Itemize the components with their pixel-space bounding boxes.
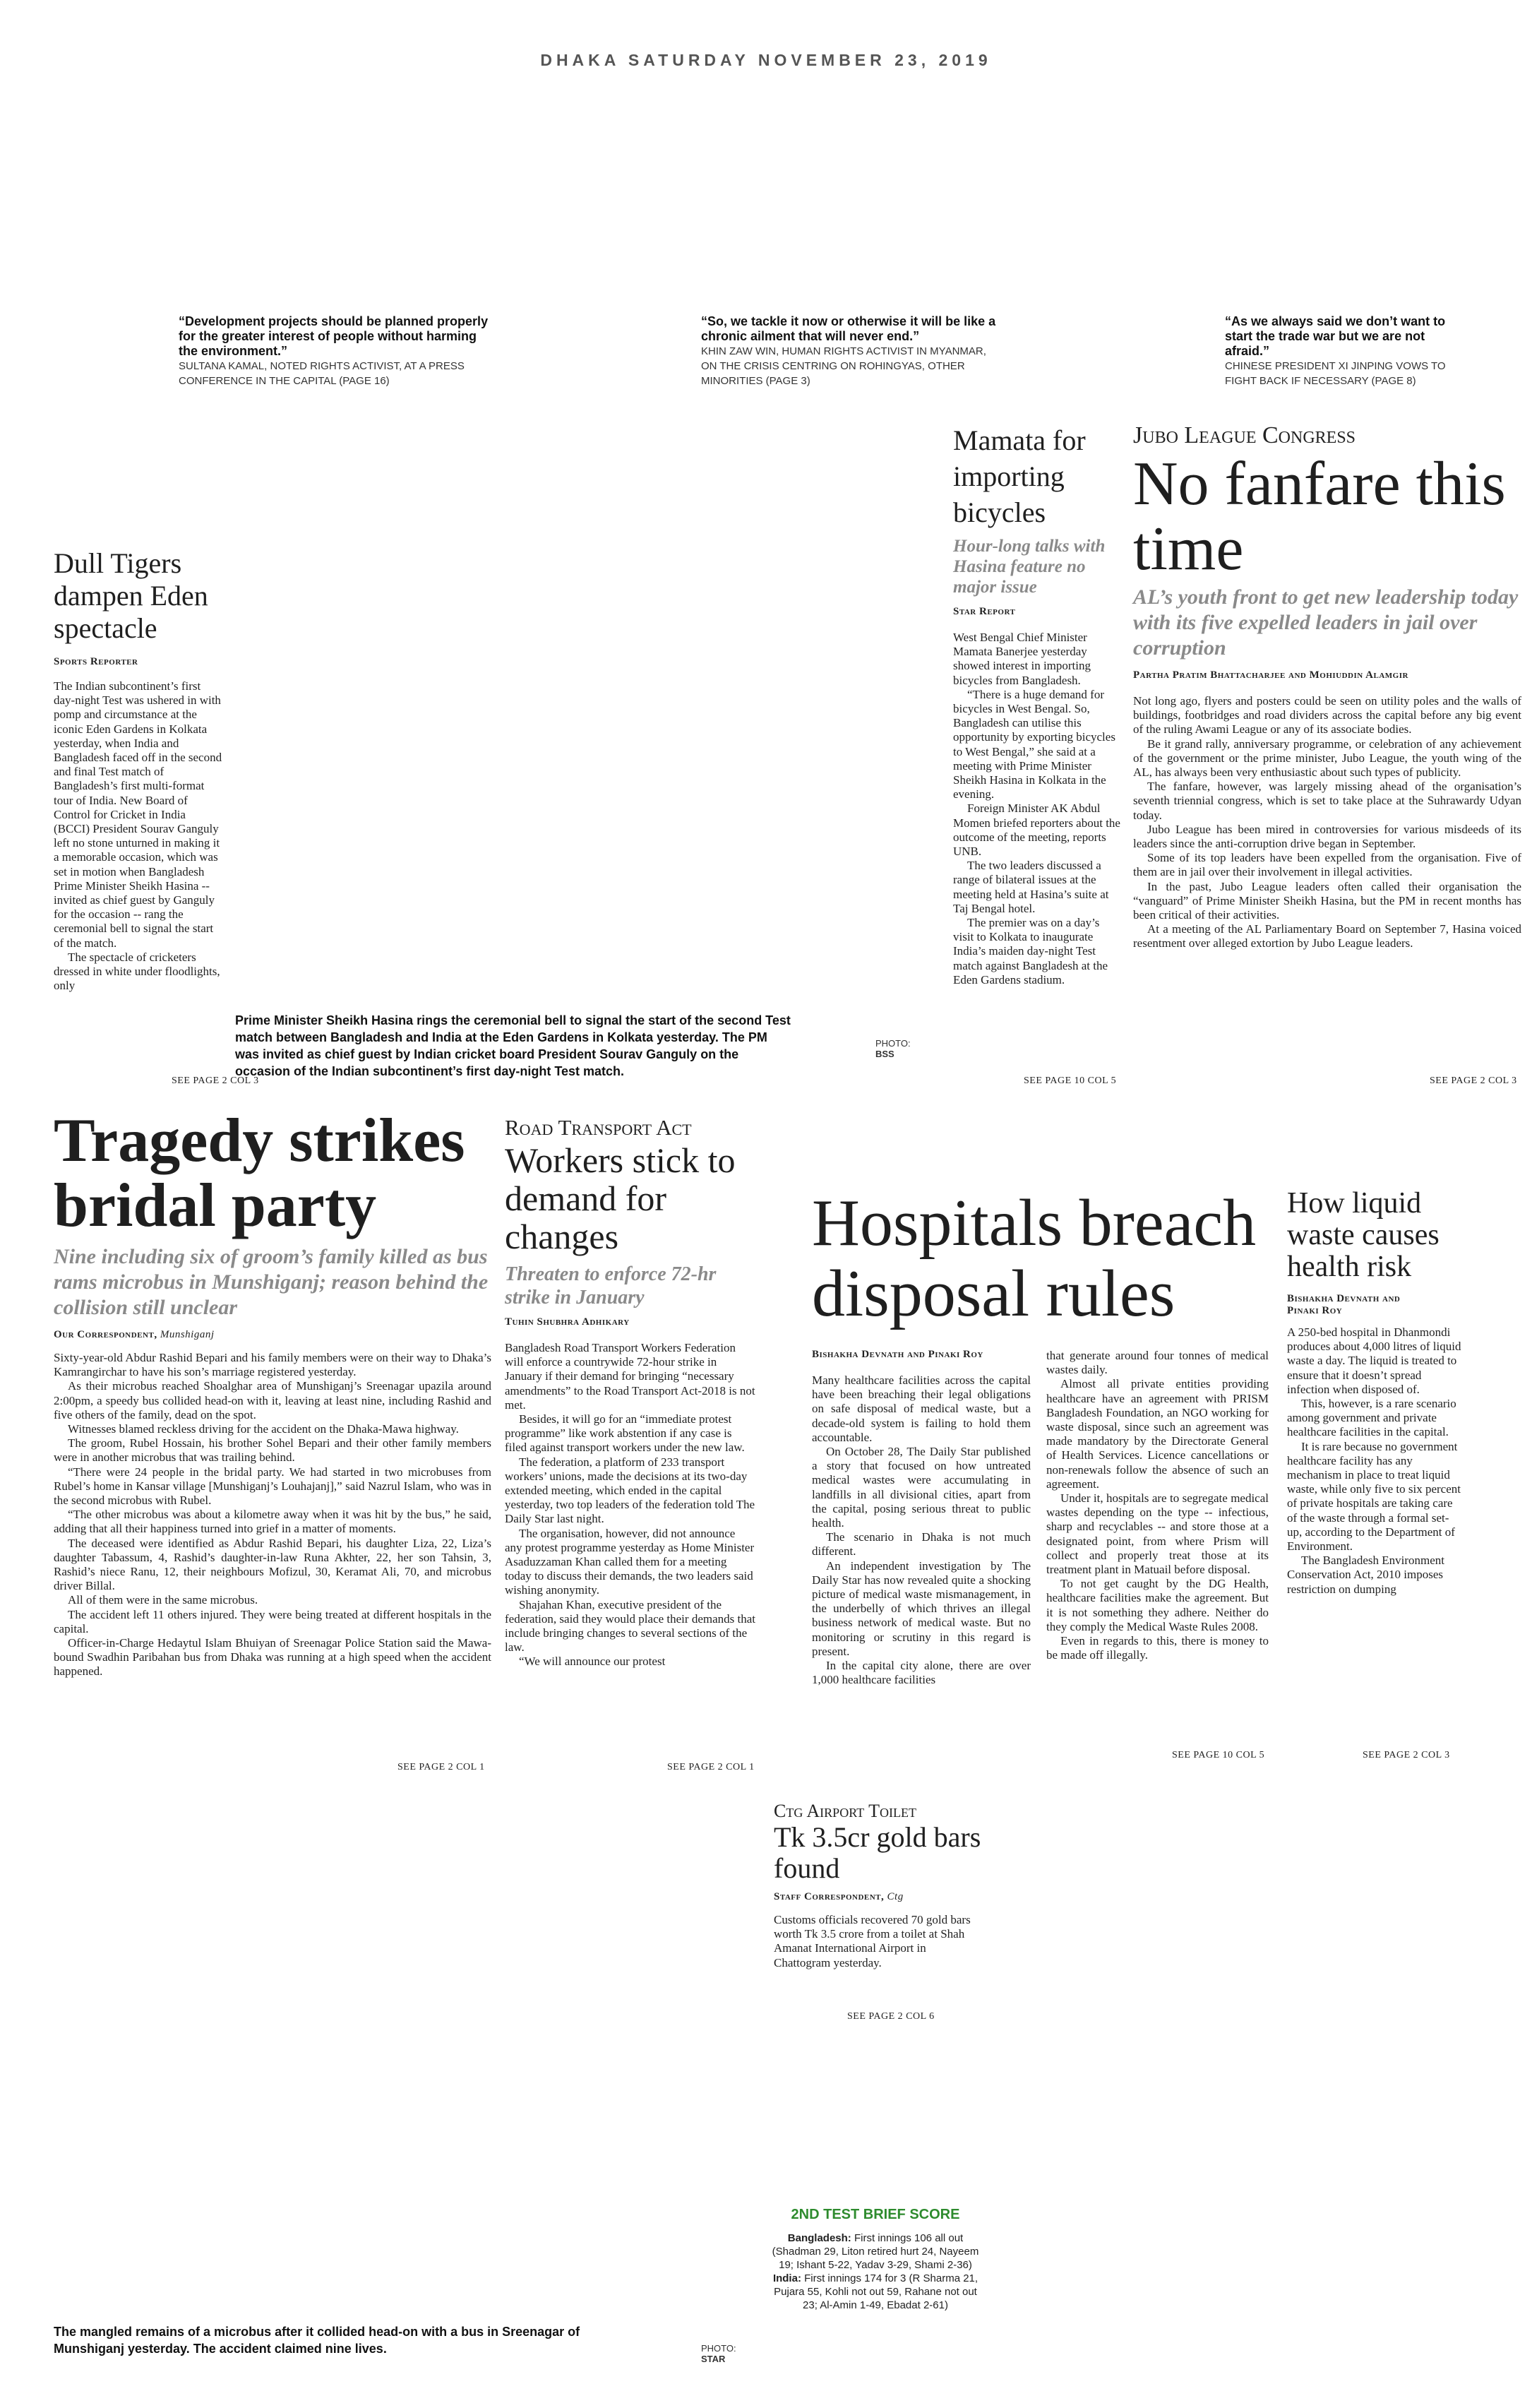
photo-credit-label: PHOTO: bbox=[701, 2343, 736, 2354]
tigers-paragraph: The spectacle of cricketers dressed in white under floodlights, only bbox=[54, 950, 220, 993]
workers-paragraph: Shajahan Khan, executive president of the federation, said they would place their demands that include bringing changes to several sections of the law. bbox=[505, 1597, 755, 1655]
workers-deck: Threaten to enforce 72-hr strike in January bbox=[505, 1263, 717, 1309]
hospitals-see-page[interactable]: SEE PAGE 10 COL 5 bbox=[1172, 1750, 1265, 1760]
jubo-paragraph: Be it grand rally, anniversary programme, or celebration of any achievement of the government or the prime minister, Jubo League, the youth wing of the AL, has always been very enthusiastic about such types of publicity. bbox=[1133, 737, 1521, 780]
quote-source: SULTANA KAMAL, NOTED RIGHTS ACTIVIST, AT A PRESS CONFERENCE IN THE CAPITAL (PAGE 16) bbox=[179, 360, 465, 387]
hospitals-paragraph: In the capital city alone, there are over 1,000 healthcare facilities bbox=[812, 1659, 1031, 1687]
liquid-paragraph: A 250-bed hospital in Dhanmondi produces about 4,000 litres of liquid waste a day. The liquid is treated to ensure that it doesn’t spread infection when disposed of. bbox=[1287, 1325, 1461, 1396]
jubo-story bbox=[1133, 422, 1521, 951]
mamata-byline: Star Report bbox=[953, 606, 1016, 617]
liquid-paragraph: This, however, is a rare scenario among government and private healthcare facilities in the capital. bbox=[1287, 1397, 1456, 1439]
hospitals-paragraph: Many healthcare facilities across the capital have been breaching their legal obligations on safe disposal of medical waste, but a decade-old system is failing to hold them accountable. bbox=[812, 1373, 1031, 1444]
jubo-paragraph: Some of its top leaders have been expelled from the organisation. Five of them are in jail over their involvement in illegal activities. bbox=[1133, 851, 1521, 879]
jubo-paragraph: Jubo League has been mired in controversies for various misdeeds of its leaders since the anti-corruption drive began in September. bbox=[1133, 822, 1521, 851]
tigers-see-page[interactable]: SEE PAGE 2 COL 3 bbox=[172, 1075, 259, 1086]
hospitals-col-2 bbox=[1046, 1349, 1269, 1662]
dateline: DHAKA SATURDAY NOVEMBER 23, 2019 bbox=[540, 51, 992, 69]
tragedy-paragraph: The groom, Rubel Hossain, his brother Sohel Bepari and their other family members were in another microbus that was trailing behind. bbox=[54, 1436, 491, 1465]
mamata-see-page[interactable]: SEE PAGE 10 COL 5 bbox=[1024, 1075, 1117, 1086]
score-india bbox=[770, 2272, 981, 2312]
jubo-paragraph: Not long ago, flyers and posters could be seen on utility poles and the walls of buildings, footbridges and road dividers across the capital before any big event of the ruling Awami League or any of its associate bodies. bbox=[1133, 694, 1521, 737]
mamata-paragraph: The premier was on a day’s visit to Kolkata to inaugurate India’s maiden day-night Test match against Bangladesh at the Eden Gardens stadium. bbox=[953, 916, 1108, 987]
top-photo-caption: Prime Minister Sheikh Hasina rings the ceremonial bell to signal the start of the second Test match between Bangladesh and India at the Eden Gardens in Kolkata yesterday. The PM was invited as chief guest by Indian cricket board President Sourav Ganguly on the occasion of the Indian subcontinent’s first day-night Test match. bbox=[235, 1013, 791, 1078]
tragedy-headline[interactable]: Tragedy strikes bridal party bbox=[54, 1107, 465, 1240]
score-bangladesh-label: Bangladesh: bbox=[787, 2232, 851, 2244]
quote-1 bbox=[179, 314, 496, 388]
jubo-see-page[interactable]: SEE PAGE 2 COL 3 bbox=[1430, 1075, 1517, 1086]
workers-headline[interactable]: Workers stick to demand for changes bbox=[505, 1140, 736, 1256]
score-india-label: India: bbox=[772, 2272, 801, 2284]
photo-credit-bottom bbox=[701, 2343, 736, 2364]
score-bangladesh bbox=[770, 2231, 981, 2272]
workers-body bbox=[505, 1341, 755, 1669]
liquid-body bbox=[1287, 1325, 1464, 1597]
quote-source: KHIN ZAW WIN, HUMAN RIGHTS ACTIVIST IN MYANMAR, ON THE CRISIS CENTRING ON ROHINGYAS, OTHER MINORITIES (PAGE 3) bbox=[701, 345, 986, 387]
gold-byline bbox=[774, 1891, 986, 1903]
workers-see-page[interactable]: SEE PAGE 2 COL 1 bbox=[667, 1762, 755, 1772]
tragedy-paragraph: “The other microbus was about a kilometre away when it was hit by the bus,” he said, adding that all their happiness turned into grief in a matter of moments. bbox=[54, 1508, 491, 1536]
gold-story bbox=[774, 1801, 986, 1970]
gold-kicker: Ctg Airport Toilet bbox=[774, 1801, 916, 1821]
tragedy-byline-place: Munshiganj bbox=[160, 1329, 215, 1340]
quote-text: “As we always said we don’t want to start the trade war but we are not afraid.” bbox=[1225, 314, 1446, 358]
tragedy-deck: Nine including six of groom’s family killed as bus rams microbus in Munshiganj; reason behind the collision still unclear bbox=[54, 1245, 489, 1319]
hospitals-paragraph: Even in regards to this, there is money to be made off illegally. bbox=[1046, 1634, 1269, 1662]
gold-paragraph: Customs officials recovered 70 gold bars worth Tk 3.5 crore from a toilet at Shah Amanat International Airport in Chattogram yesterday. bbox=[774, 1913, 971, 1969]
gold-byline-place: Ctg bbox=[887, 1891, 904, 1902]
bottom-photo-caption: The mangled remains of a microbus after it collided head-on with a bus in Sreenagar of Munshiganj yesterday. The accident claimed nine lives. bbox=[54, 2325, 580, 2356]
photo-credit-label: PHOTO: bbox=[875, 1038, 911, 1049]
jubo-paragraph: In the past, Jubo League leaders often called their organisation the “vanguard” of Prime Minister Sheikh Hasina, but the PM in recent months has been critical of their activities. bbox=[1133, 879, 1521, 922]
liquid-paragraph: The Bangladesh Environment Conservation Act, 2010 imposes restriction on dumping bbox=[1287, 1554, 1445, 1596]
workers-story bbox=[505, 1114, 755, 1669]
hospitals-col-1 bbox=[812, 1373, 1031, 1687]
tigers-body bbox=[54, 679, 223, 993]
gold-body bbox=[774, 1913, 979, 1970]
liquid-headline[interactable]: How liquid waste causes health risk bbox=[1287, 1187, 1440, 1283]
mamata-paragraph: The two leaders discussed a range of bilateral issues at the meeting held at Hasina’s suite at Taj Bengal hotel. bbox=[953, 859, 1109, 915]
score-india-text: First innings 174 for 3 (R Sharma 21, Pujara 55, Kohli not out 59, Rahane not out 23; Al-Amin 1-49, Ebadat 2-61) bbox=[774, 2272, 979, 2311]
jubo-headline[interactable]: No fanfare this time bbox=[1133, 450, 1506, 583]
hospitals-paragraph: that generate around four tonnes of medical wastes daily. bbox=[1046, 1349, 1269, 1377]
workers-paragraph: The federation, a platform of 233 transport workers’ unions, made the decisions at its two-day extended meeting, which ended in the capital yesterday, two top leaders of the federation told The Daily Star last night. bbox=[505, 1455, 755, 1526]
gold-see-page[interactable]: SEE PAGE 2 COL 6 bbox=[847, 2011, 935, 2022]
tragedy-see-page[interactable]: SEE PAGE 2 COL 1 bbox=[397, 1762, 485, 1772]
hospitals-paragraph: Almost all private entities providing healthcare have an agreement with PRISM Bangladesh Foundation, an NGO working for waste disposal, since such an agreement was made mandatory by the Directorate General of Health Services. Licence cancellations or non-renewals follow the absence of such an agreement. bbox=[1046, 1377, 1269, 1491]
mamata-deck: Hour-long talks with Hasina feature no major issue bbox=[953, 537, 1106, 597]
tragedy-paragraph: Sixty-year-old Abdur Rashid Bepari and his family members were on their way to Dhaka’s Kamrangirchar to have his son’s marriage registered yesterday. bbox=[54, 1351, 491, 1379]
quote-text: “Development projects should be planned properly for the greater interest of people without harming the environment.” bbox=[179, 314, 489, 358]
jubo-paragraph: The fanfare, however, was largely missing ahead of the organisation’s seventh triennial congress, which is set to take place at the Suhrawardy Udyan today. bbox=[1133, 780, 1521, 822]
workers-paragraph: The organisation, however, did not announce any protest programme yesterday as Home Minister Asaduzzaman Khan called them for a meeting today to discuss their demands, the two leaders said wishing anonymity. bbox=[505, 1526, 755, 1597]
hospitals-paragraph: To not get caught by the DG Health, healthcare facilities make the agreement. But it is not something they adhere. Neither do they comply the Medical Waste Rules 2008. bbox=[1046, 1577, 1269, 1633]
gold-byline-name: Staff Correspondent, bbox=[774, 1891, 885, 1902]
liquid-byline: Bishakha Devnath and Pinaki Roy bbox=[1287, 1293, 1401, 1316]
tragedy-paragraph: “There were 24 people in the bridal party. We had started in two microbuses from Rubel’s home in Kansar village [Munshiganj’s Louhajanj],” said Nazrul Islam, who was in the second microbus with Rubel. bbox=[54, 1465, 491, 1508]
jubo-kicker: Jubo League Congress bbox=[1133, 422, 1356, 448]
quote-2 bbox=[701, 314, 998, 388]
tragedy-byline bbox=[54, 1329, 491, 1341]
mamata-paragraph: West Bengal Chief Minister Mamata Banerjee yesterday showed interest in importing bicycles from Bangladesh. bbox=[953, 631, 1091, 687]
brief-score bbox=[770, 2207, 981, 2312]
brief-score-title: 2ND TEST BRIEF SCORE bbox=[791, 2207, 960, 2222]
quote-text: “So, we tackle it now or otherwise it will be like a chronic ailment that will never end.” bbox=[701, 314, 996, 343]
tragedy-paragraph: Officer-in-Charge Hedaytul Islam Bhuiyan of Sreenagar Police Station said the Mawa-bound Swadhin Paribahan bus from Dhaka was running at a high speed when the accident happened. bbox=[54, 1636, 491, 1679]
workers-kicker: Road Transport Act bbox=[505, 1115, 692, 1140]
tragedy-paragraph: The deceased were identified as Abdur Rashid Bepari, his daughter Liza, 22, Liza’s daughter Tabassum, 4, Rashid’s daughter-in-law Runa Akhter, 22, her son Tahsin, 3, Rashid’s niece Ranu, 12, their neighbours Mofizul, 30, Keramat Ali, 70, and microbus driver Billal. bbox=[54, 1536, 491, 1593]
liquid-see-page[interactable]: SEE PAGE 2 COL 3 bbox=[1363, 1750, 1450, 1760]
hospitals-paragraph: On October 28, The Daily Star published a story that focused on how untreated medical wastes were accumulating in landfills in all divisional cities, apart from the capital, posing serious threat to public health. bbox=[812, 1445, 1031, 1530]
tigers-story bbox=[54, 547, 223, 993]
tigers-headline[interactable]: Dull Tigers dampen Eden spectacle bbox=[54, 547, 208, 644]
photo-credit-agency: BSS bbox=[875, 1049, 894, 1059]
photo-credit-top bbox=[875, 1038, 911, 1059]
workers-byline: Tuhin Shubhra Adhikary bbox=[505, 1316, 630, 1328]
mamata-story bbox=[953, 422, 1123, 987]
jubo-body bbox=[1133, 694, 1521, 951]
mamata-headline[interactable]: Mamata for importing bicycles bbox=[953, 424, 1086, 528]
workers-paragraph: “We will announce our protest bbox=[519, 1655, 666, 1669]
tigers-paragraph: The Indian subcontinent’s first day-night Test was ushered in with pomp and circumstance at the iconic Eden Gardens in Kolkata yesterday, when India and Bangladesh faced off in the second and final Test match of Bangladesh’s first multi-format tour of India. New Board of Control for Cricket in India (BCCI) President Sourav Ganguly left no stone unturned in making it a memorable occasion, which was set in motion when Bangladesh Prime Minister Sheikh Hasina -- invited as chief guest by Ganguly for the occasion -- rang the ceremonial bell to signal the start of the match. bbox=[54, 679, 222, 950]
liquid-story bbox=[1287, 1188, 1464, 1597]
workers-paragraph: Besides, it will go for an “immediate protest programme” like work abstention if any case is filed against transport workers under the new law. bbox=[505, 1412, 745, 1455]
photo-credit-agency: STAR bbox=[701, 2354, 726, 2364]
mamata-paragraph: “There is a huge demand for bicycles in West Bengal. So, Bangladesh can utilise this opportunity by exporting bicycles to West Bengal,” she said at a meeting with Prime Minister Sheikh Hasina in Kolkata in the evening. bbox=[953, 687, 1115, 801]
liquid-paragraph: It is rare because no government healthcare facility has any mechanism in place to treat liquid waste, while only five to six percent of private hospitals are taking care of the waste through a formal set-up, according to the Department of Environment. bbox=[1287, 1439, 1461, 1554]
gold-headline[interactable]: Tk 3.5cr gold bars found bbox=[774, 1821, 981, 1884]
hospitals-paragraph: The scenario in Dhaka is not much different. bbox=[812, 1530, 1031, 1558]
hospitals-paragraph: Under it, hospitals are to segregate medical wastes depending on the type -- infectious, sharp and recyclables -- and store those at a designated point, from where Prism will collect and properly treat those at its treatment plant in Matuail before disposal. bbox=[1046, 1491, 1269, 1577]
tragedy-paragraph: The accident left 11 others injured. They were being treated at different hospitals in the capital. bbox=[54, 1607, 491, 1635]
tragedy-story bbox=[54, 1109, 491, 1679]
tragedy-paragraph: All of them were in the same microbus. bbox=[68, 1593, 258, 1607]
jubo-deck: AL’s youth front to get new leadership today with its five expelled leaders in jail over corruption bbox=[1133, 585, 1519, 660]
score-bangladesh-text: First innings 106 all out (Shadman 29, Liton retired hurt 24, Nayeem 19; Ishant 5-22, Yadav 3-29, Shami 2-36) bbox=[772, 2232, 979, 2271]
hospitals-headline[interactable]: Hospitals breach disposal rules bbox=[812, 1186, 1257, 1330]
jubo-byline: Partha Pratim Bhattacharjee and Mohiuddin Alamgir bbox=[1133, 669, 1408, 681]
mamata-paragraph: Foreign Minister AK Abdul Momen briefed reporters about the outcome of the meeting, reports UNB. bbox=[953, 801, 1120, 859]
tragedy-paragraph: Witnesses blamed reckless driving for the accident on the Dhaka-Mawa highway. bbox=[68, 1422, 459, 1436]
hospitals-byline: Bishakha Devnath and Pinaki Roy bbox=[812, 1349, 983, 1360]
tigers-byline: Sports Reporter bbox=[54, 656, 138, 667]
hospitals-paragraph: An independent investigation by The Daily Star has now revealed quite a shocking picture of medical waste mismanagement, in the underbelly of which thrives an illegal business network of medical waste. But no monitoring or scrutiny in this regard is present. bbox=[812, 1558, 1031, 1658]
quote-source: CHINESE PRESIDENT XI JINPING VOWS TO FIGHT BACK IF NECESSARY (PAGE 8) bbox=[1225, 360, 1446, 387]
tragedy-byline-name: Our Correspondent, bbox=[54, 1329, 157, 1340]
quote-3 bbox=[1225, 314, 1465, 388]
mamata-body bbox=[953, 631, 1123, 987]
workers-paragraph: Bangladesh Road Transport Workers Federation will enforce a countrywide 72-hour strike in January if their demand for bringing “necessary amendments” to the Road Transport Act-2018 is not met. bbox=[505, 1341, 755, 1412]
jubo-paragraph: At a meeting of the AL Parliamentary Board on September 7, Hasina voiced resentment over alleged extortion by Jubo League leaders. bbox=[1133, 922, 1521, 950]
tragedy-paragraph: As their microbus reached Shoalghar area of Munshiganj’s Sreenagar upazila around 2:00pm, a speedy bus collided head-on with it, leaving at least nine, including Rashid and five others of the family, dead on the spot. bbox=[54, 1379, 491, 1421]
tragedy-body bbox=[54, 1351, 491, 1679]
